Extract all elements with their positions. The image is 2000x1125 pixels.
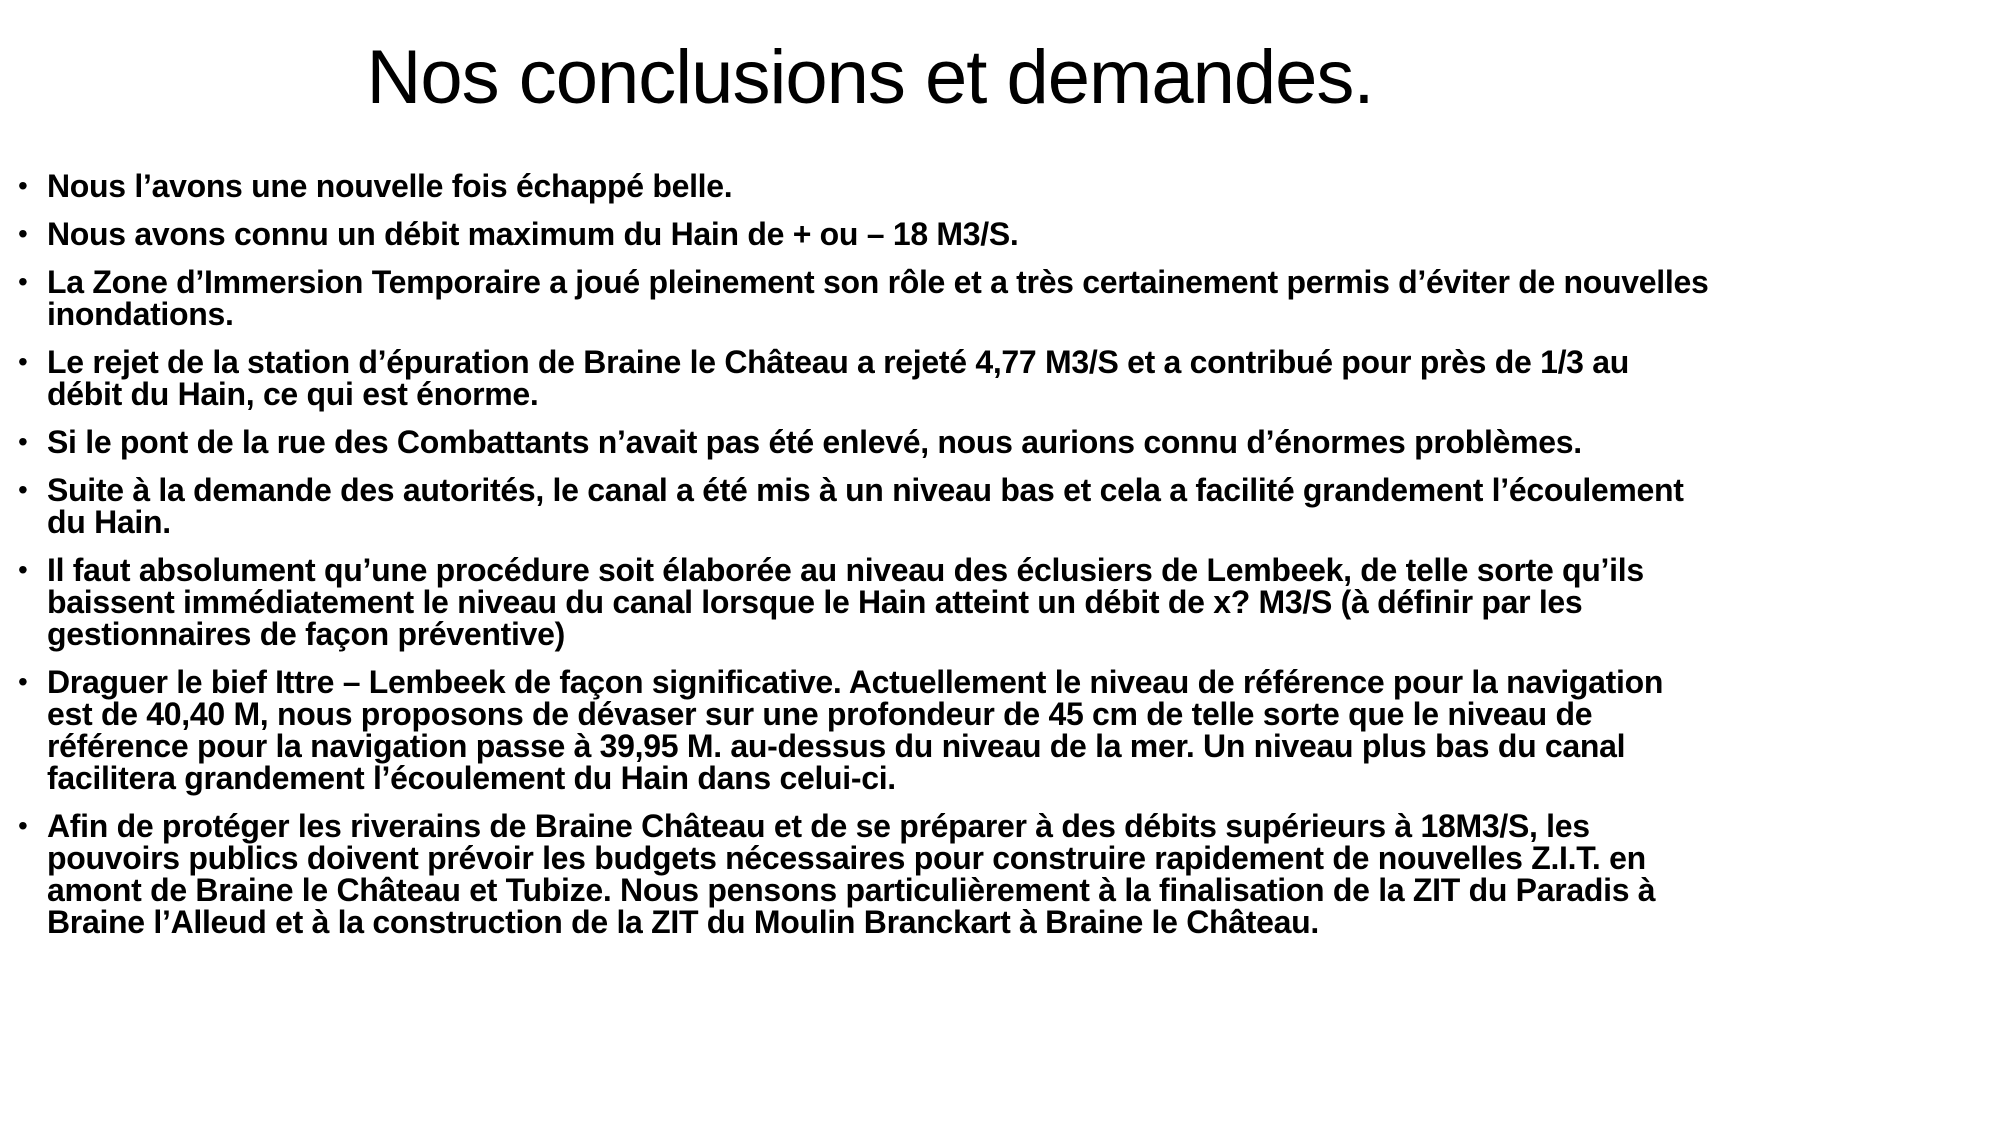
bullet-marker-icon: • bbox=[18, 554, 28, 585]
bullet-line: Il faut absolument qu’une procédure soit élaborée au niveau des éclusiers de Lembeek, de telle sorte qu’ils bbox=[47, 552, 1644, 588]
bullet-marker-icon: • bbox=[18, 218, 28, 249]
bullet-item bbox=[0, 810, 2000, 938]
bullet-text bbox=[47, 426, 2000, 458]
bullet-text bbox=[47, 218, 2000, 250]
bullet-line: inondations. bbox=[47, 296, 234, 332]
bullet-item bbox=[0, 266, 2000, 330]
bullet-line: Le rejet de la station d’épuration de Braine le Château a rejeté 4,77 M3/S et a contribué pour près de 1/3 au bbox=[47, 344, 1630, 380]
bullet-line: Draguer le bief Ittre – Lembeek de façon significative. Actuellement le niveau de référence pour la navigation bbox=[47, 664, 1664, 700]
bullet-text bbox=[47, 810, 2000, 938]
bullet-line: baissent immédiatement le niveau du canal lorsque le Hain atteint un débit de x? M3/S (à définir par les bbox=[47, 584, 1583, 620]
bullet-item bbox=[0, 426, 2000, 458]
bullet-line: Nous avons connu un débit maximum du Hain de + ou – 18 M3/S. bbox=[47, 216, 1019, 252]
bullet-line: facilitera grandement l’écoulement du Hain dans celui-ci. bbox=[47, 760, 896, 796]
bullet-item bbox=[0, 554, 2000, 650]
bullet-line: Afin de protéger les riverains de Braine Château et de se préparer à des débits supérieurs à 18M3/S, les bbox=[47, 808, 1590, 844]
bullet-marker-icon: • bbox=[18, 474, 28, 505]
bullet-line: gestionnaires de façon préventive) bbox=[47, 616, 565, 652]
bullet-text bbox=[47, 266, 2000, 330]
bullet-line: Suite à la demande des autorités, le canal a été mis à un niveau bas et cela a facilité grandement l’écoulement bbox=[47, 472, 1684, 508]
bullet-line: est de 40,40 M, nous proposons de dévaser sur une profondeur de 45 cm de telle sorte que le niveau de bbox=[47, 696, 1593, 732]
slide-title: Nos conclusions et demandes. bbox=[366, 35, 1374, 120]
bullet-marker-icon: • bbox=[18, 426, 28, 457]
bullet-item bbox=[0, 474, 2000, 538]
bullet-line: débit du Hain, ce qui est énorme. bbox=[47, 376, 539, 412]
bullet-line: Nous l’avons une nouvelle fois échappé belle. bbox=[47, 168, 733, 204]
bullet-item bbox=[0, 346, 2000, 410]
bullet-line: La Zone d’Immersion Temporaire a joué pleinement son rôle et a très certainement permis d’éviter de nouvelles bbox=[47, 264, 1709, 300]
bullet-list bbox=[0, 170, 2000, 938]
bullet-text bbox=[47, 554, 2000, 650]
bullet-line: référence pour la navigation passe à 39,95 M. au-dessus du niveau de la mer. Un niveau plus bas du canal bbox=[47, 728, 1626, 764]
bullet-text bbox=[47, 666, 2000, 794]
bullet-marker-icon: • bbox=[18, 346, 28, 377]
bullet-line: Si le pont de la rue des Combattants n’avait pas été enlevé, nous aurions connu d’énormes problèmes. bbox=[47, 424, 1582, 460]
bullet-text bbox=[47, 170, 2000, 202]
bullet-marker-icon: • bbox=[18, 666, 28, 697]
bullet-line: amont de Braine le Château et Tubize. Nous pensons particulièrement à la finalisation de la ZIT du Paradis à bbox=[47, 872, 1656, 908]
bullet-line: du Hain. bbox=[47, 504, 171, 540]
bullet-marker-icon: • bbox=[18, 810, 28, 841]
bullet-marker-icon: • bbox=[18, 170, 28, 201]
bullet-text bbox=[47, 474, 2000, 538]
bullet-line: pouvoirs publics doivent prévoir les budgets nécessaires pour construire rapidement de nouvelles Z.I.T. en bbox=[47, 840, 1646, 876]
bullet-marker-icon: • bbox=[18, 266, 28, 297]
bullet-item bbox=[0, 666, 2000, 794]
bullet-item bbox=[0, 170, 2000, 202]
bullet-item bbox=[0, 218, 2000, 250]
bullet-line: Braine l’Alleud et à la construction de la ZIT du Moulin Branckart à Braine le Château. bbox=[47, 904, 1319, 940]
bullet-text bbox=[47, 346, 2000, 410]
